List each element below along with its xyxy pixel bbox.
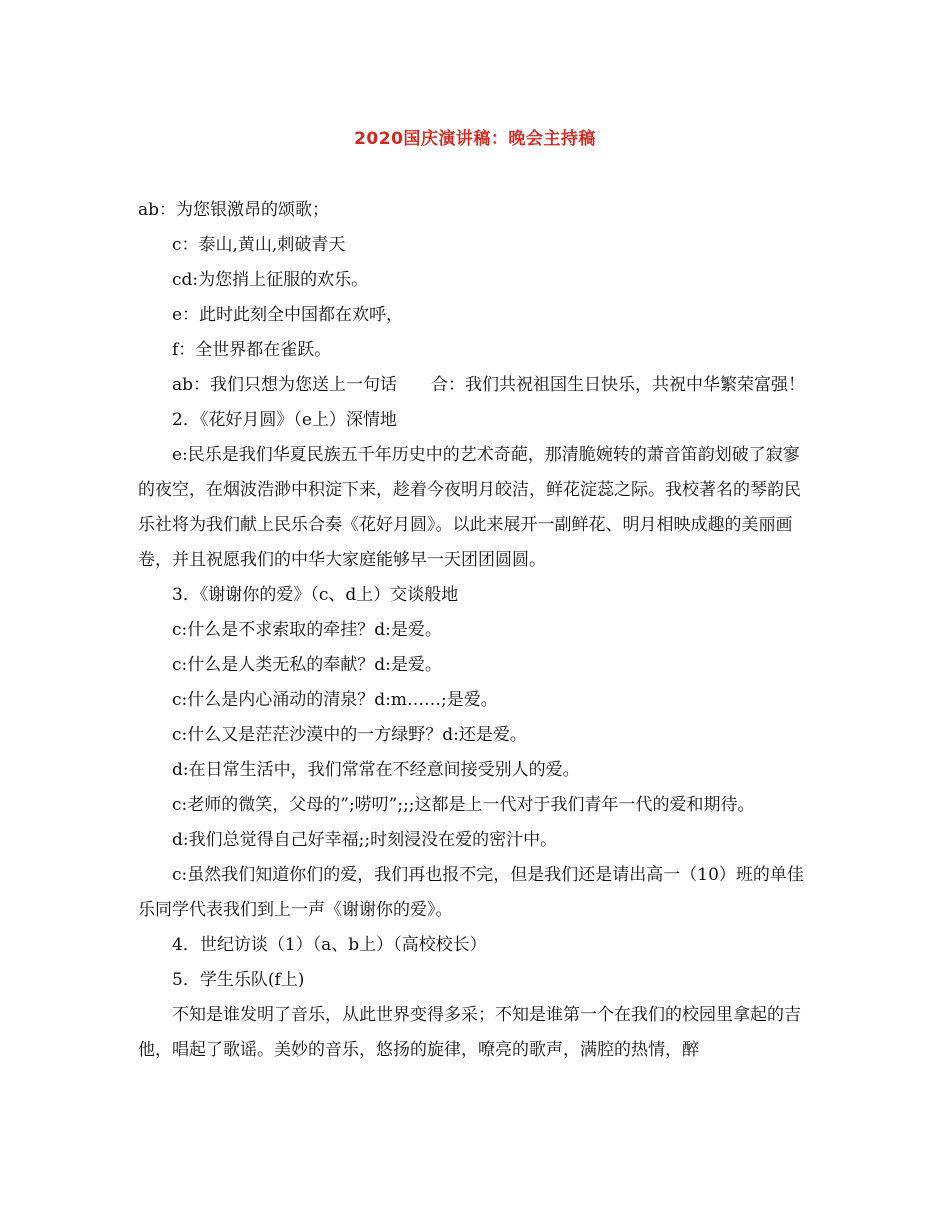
document-title: 2020国庆演讲稿：晚会主持稿 — [354, 129, 596, 149]
paragraph-7: 2．《花好月圆》（e上）深情地 — [172, 410, 397, 430]
paragraph-4: e：此时此刻全中国都在欢呼， — [172, 305, 404, 325]
paragraph-1: ab：为您银激昂的颂歌； — [138, 200, 330, 220]
paragraph-3: cd:为您捎上征服的欢乐。 — [172, 270, 369, 290]
paragraph-11: c:什么是人类无私的奉献？d:是爱。 — [172, 655, 442, 675]
paragraph-5: f：全世界都在雀跃。 — [172, 340, 332, 360]
paragraph-12: c:什么是内心涌动的清泉？d:m……;是爱。 — [172, 690, 498, 710]
paragraph-18: 4．世纪访谈（1）（a、b上）（高校校长） — [172, 935, 487, 955]
paragraph-6: ab：我们只想为您送上一句话 合：我们共祝祖国生日快乐，共祝中华繁荣富强！ — [172, 375, 806, 395]
paragraph-17: c:虽然我们知道你们的爱，我们再也报不完，但是我们还是请出高一（10）班的单佳乐同学代表我们到上一声《谢谢你的爱》。 — [138, 865, 804, 920]
paragraph-14: d:在日常生活中，我们常常在不经意间接受别人的爱。 — [172, 760, 580, 780]
paragraph-20: 不知是谁发明了音乐，从此世界变得多采；不知是谁第一个在我们的校园里拿起的吉他，唱起了歌谣。美妙的音乐，悠扬的旋律，嘹亮的歌声，满腔的热情，醉 — [138, 1005, 801, 1060]
paragraph-2: c：泰山,黄山,刺破青天 — [172, 235, 346, 255]
paragraph-16: d:我们总觉得自己好幸福;;时刻浸没在爱的密汁中。 — [172, 830, 558, 850]
paragraph-9: 3．《谢谢你的爱》（c、d上）交谈般地 — [172, 585, 459, 605]
paragraph-15: c:老师的微笑，父母的”;唠叨”;;;这都是上一代对于我们青年一代的爱和期待。 — [172, 795, 755, 815]
paragraph-13: c:什么又是茫茫沙漠中的一方绿野？d:还是爱。 — [172, 725, 527, 745]
paragraph-8: e:民乐是我们华夏民族五千年历史中的艺术奇葩，那清脆婉转的萧音笛韵划破了寂寥的夜空，在烟波浩渺中积淀下来，趁着今夜明月皎洁，鲜花淀蕊之际。我校著名的琴韵民乐社将为我们献上民乐合奏《花好月圆》。以此来展开一副鲜花、明月相映成趣的美丽画卷，并且祝愿我们的中华大家庭能够早一天团团圆圆。 — [138, 445, 801, 570]
paragraph-10: c:什么是不求索取的牵挂？d:是爱。 — [172, 620, 442, 640]
document-body — [138, 193, 814, 1068]
paragraph-19: 5．学生乐队(f上) — [172, 970, 305, 990]
